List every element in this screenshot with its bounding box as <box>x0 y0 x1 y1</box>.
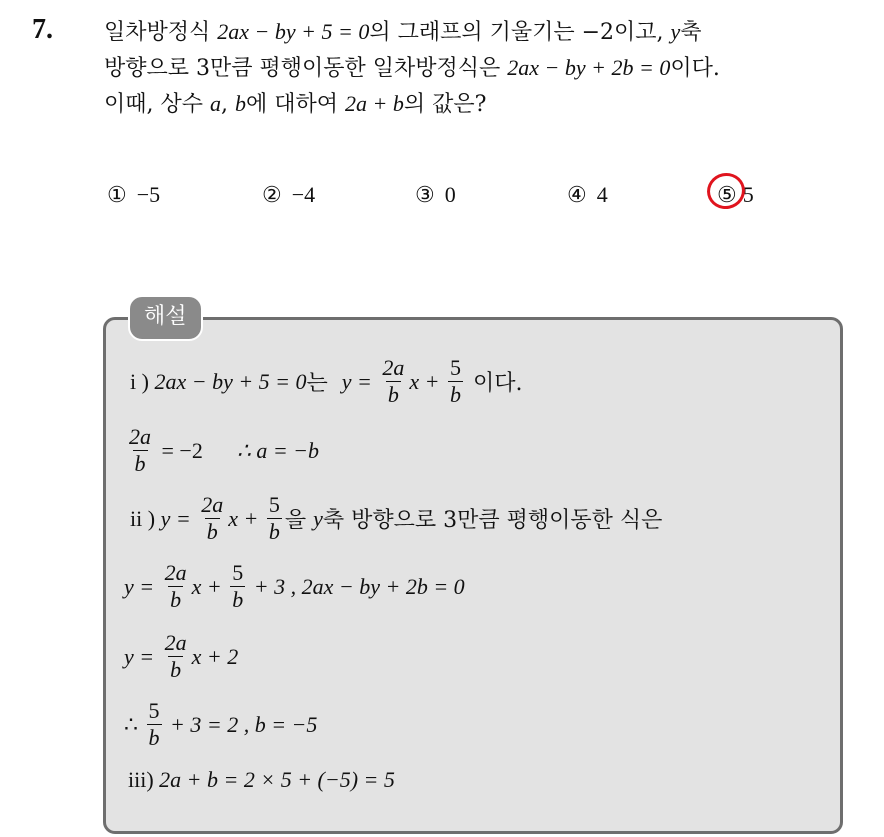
solution-step-2-conclusion <box>124 698 317 751</box>
step-label: ii ) <box>130 505 161 531</box>
step-label: i ) <box>130 368 155 394</box>
equation-part: y = <box>160 505 197 531</box>
choice-value: 5 <box>742 182 754 207</box>
fraction-numerator: 5 <box>268 492 280 517</box>
fraction-denominator: b <box>134 451 146 476</box>
solution-step-1-result <box>124 424 319 477</box>
fraction-numerator: 2a <box>164 560 187 585</box>
choice-4[interactable] <box>567 182 608 208</box>
variable-inline: a <box>210 91 221 116</box>
equation-part: + 3 , 2ax − by + 2b = 0 <box>248 573 465 599</box>
question-text-segment: 축 <box>680 20 702 45</box>
equation-inline: 2ax − by + 2b = 0 <box>507 55 671 80</box>
fraction-denominator: b <box>170 657 182 682</box>
question-number: 7. <box>32 14 53 45</box>
variable-inline: b <box>235 91 246 116</box>
fraction <box>163 630 189 683</box>
particle: 이다. <box>466 371 523 396</box>
therefore-symbol: ∴ <box>124 711 144 737</box>
fraction-denominator: b <box>268 519 280 544</box>
choice-2[interactable] <box>262 182 315 208</box>
solution-step-1 <box>130 355 523 408</box>
fraction <box>230 560 245 613</box>
fraction <box>380 355 406 408</box>
question-text-segment: 이다. <box>670 56 720 81</box>
expression-inline: 2a + b <box>345 91 404 116</box>
choice-mark: ③ <box>415 183 435 208</box>
solution-step-2-equation <box>124 560 465 613</box>
fraction-numerator: 5 <box>148 698 160 723</box>
fraction-denominator: b <box>387 382 399 407</box>
equation-part: + 3 = 2 , b = −5 <box>164 711 318 737</box>
question-text-segment: 이때, 상수 <box>104 92 210 117</box>
solution-step-3 <box>128 767 395 793</box>
equation-part: y = <box>124 643 160 669</box>
solution-step-2-simplified <box>124 630 238 683</box>
choice-mark: ⑤ <box>717 183 737 208</box>
question-line-2 <box>104 50 874 86</box>
choice-mark: ④ <box>567 183 587 208</box>
fraction-denominator: b <box>170 587 182 612</box>
choice-mark: ② <box>262 183 282 208</box>
fraction-denominator: b <box>206 519 218 544</box>
question-text-segment: 의 그래프의 기울기는 −2이고, <box>369 20 671 45</box>
question-text-segment: , <box>221 92 235 117</box>
fraction <box>163 560 189 613</box>
choice-1[interactable] <box>107 182 160 208</box>
question-text-segment: 일차방정식 <box>104 20 218 45</box>
fraction <box>199 492 225 545</box>
question-text-segment: 의 값은? <box>403 92 487 117</box>
fraction-denominator: b <box>450 382 462 407</box>
step-text: 축 방향으로 3만큼 평행이동한 식은 <box>322 508 663 533</box>
equation: 2a + b = 2 × 5 + (−5) = 5 <box>159 767 395 792</box>
fraction-denominator: b <box>148 725 160 750</box>
fraction-numerator: 5 <box>450 355 462 380</box>
equation-part: y = <box>341 368 378 394</box>
choice-value: −5 <box>136 182 161 207</box>
question-text-segment: 방향으로 3만큼 평행이동한 일차방정식은 <box>104 56 508 81</box>
question-text-segment: 에 대하여 <box>246 92 345 117</box>
fraction <box>448 355 463 408</box>
variable-inline: y <box>313 505 323 531</box>
question-line-1 <box>104 14 874 50</box>
equation-part: = −2 <box>156 437 203 463</box>
solution-tag: 해설 <box>128 295 203 341</box>
equation: 2ax − by + 5 = 0 <box>154 368 307 394</box>
fraction-denominator: b <box>232 587 244 612</box>
particle: 는 <box>306 371 342 396</box>
choice-mark: ① <box>107 183 127 208</box>
step-label: iii) <box>128 767 160 792</box>
choice-value: 4 <box>596 182 608 207</box>
fraction-numerator: 2a <box>164 630 187 655</box>
question-line-3 <box>104 86 874 122</box>
fraction-numerator: 2a <box>201 492 224 517</box>
choice-3[interactable] <box>415 182 456 208</box>
equation-part: x + <box>409 368 446 394</box>
fraction <box>147 698 162 751</box>
equation-part: y = <box>124 573 160 599</box>
equation-inline: 2ax − by + 5 = 0 <box>217 19 370 44</box>
conclusion: ∴ a = −b <box>236 437 320 463</box>
fraction-numerator: 5 <box>232 560 244 585</box>
fraction-numerator: 2a <box>129 424 151 449</box>
equation-part: x + <box>191 573 228 599</box>
fraction <box>267 492 282 545</box>
particle: 을 <box>284 508 314 533</box>
fraction <box>127 424 153 477</box>
choice-value: 0 <box>444 182 456 207</box>
variable-inline: y <box>670 19 681 44</box>
solution-step-2 <box>130 492 662 545</box>
equation-part: x + 2 <box>191 643 239 669</box>
equation-part: x + <box>228 505 264 531</box>
fraction-numerator: 2a <box>382 355 405 380</box>
choice-value: −4 <box>291 182 316 207</box>
question-text <box>104 14 874 122</box>
